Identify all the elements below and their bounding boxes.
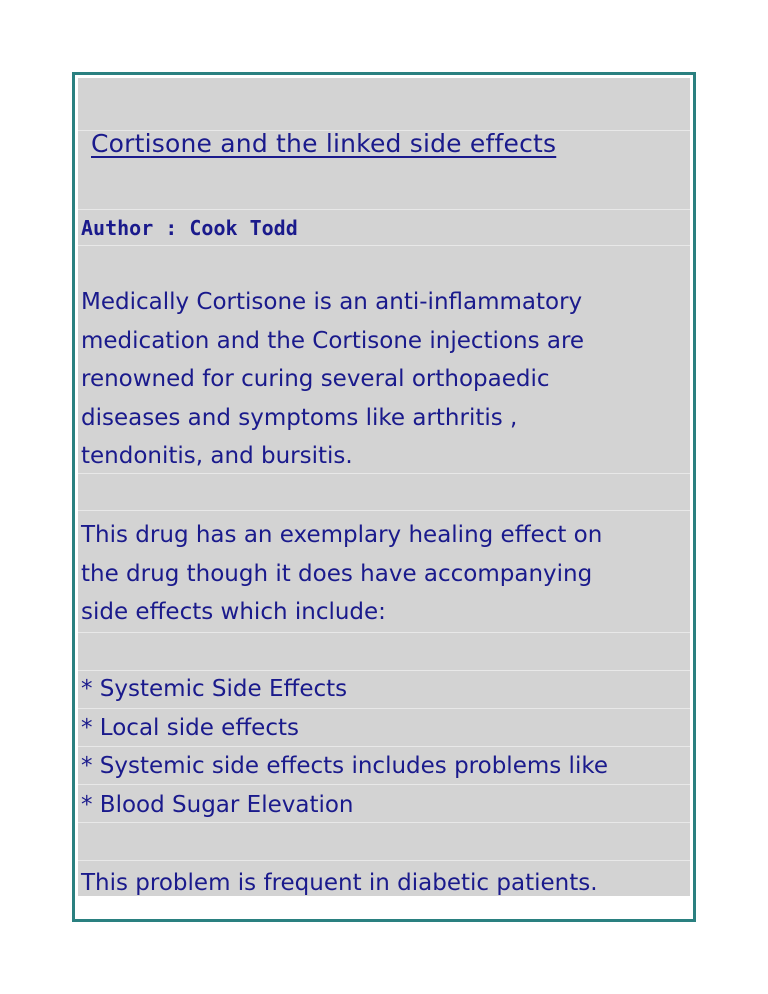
row-divider: [78, 632, 690, 671]
row-divider: [78, 822, 690, 861]
paragraph-line: the drug though it does have accompanying: [81, 560, 593, 587]
author-line: Author : Cook Todd: [81, 216, 298, 240]
list-item: * Blood Sugar Elevation: [81, 791, 354, 818]
paragraph-line: renowned for curing several orthopaedic: [81, 366, 550, 392]
paragraph-side-effects: [81, 516, 602, 632]
document-title: Cortisone and the linked side effects: [91, 129, 557, 158]
list-item: * Systemic Side Effects: [81, 676, 348, 702]
paragraph-line: Medically Cortisone is an anti-inflammatory: [81, 289, 583, 315]
content-panel: [78, 78, 690, 896]
list-item: * Local side effects: [81, 714, 299, 741]
paragraph-line: tendonitis, and bursitis.: [81, 443, 353, 469]
paragraph-intro: [81, 283, 584, 476]
paragraph-line: side effects which include:: [81, 599, 386, 625]
paragraph-closing: [81, 864, 598, 903]
document-frame: [72, 72, 696, 922]
row-divider: [78, 78, 690, 131]
list-item: * Systemic side effects includes problems like: [81, 753, 608, 779]
side-effects-list: [81, 670, 608, 824]
paragraph-line: diseases and symptoms like arthritis ,: [81, 404, 518, 431]
paragraph-line: medication and the Cortisone injections are: [81, 327, 585, 354]
row-divider: [78, 473, 690, 511]
paragraph-line: This problem is frequent in diabetic patients.: [81, 870, 598, 896]
paragraph-line: This drug has an exemplary healing effect on: [81, 522, 603, 548]
